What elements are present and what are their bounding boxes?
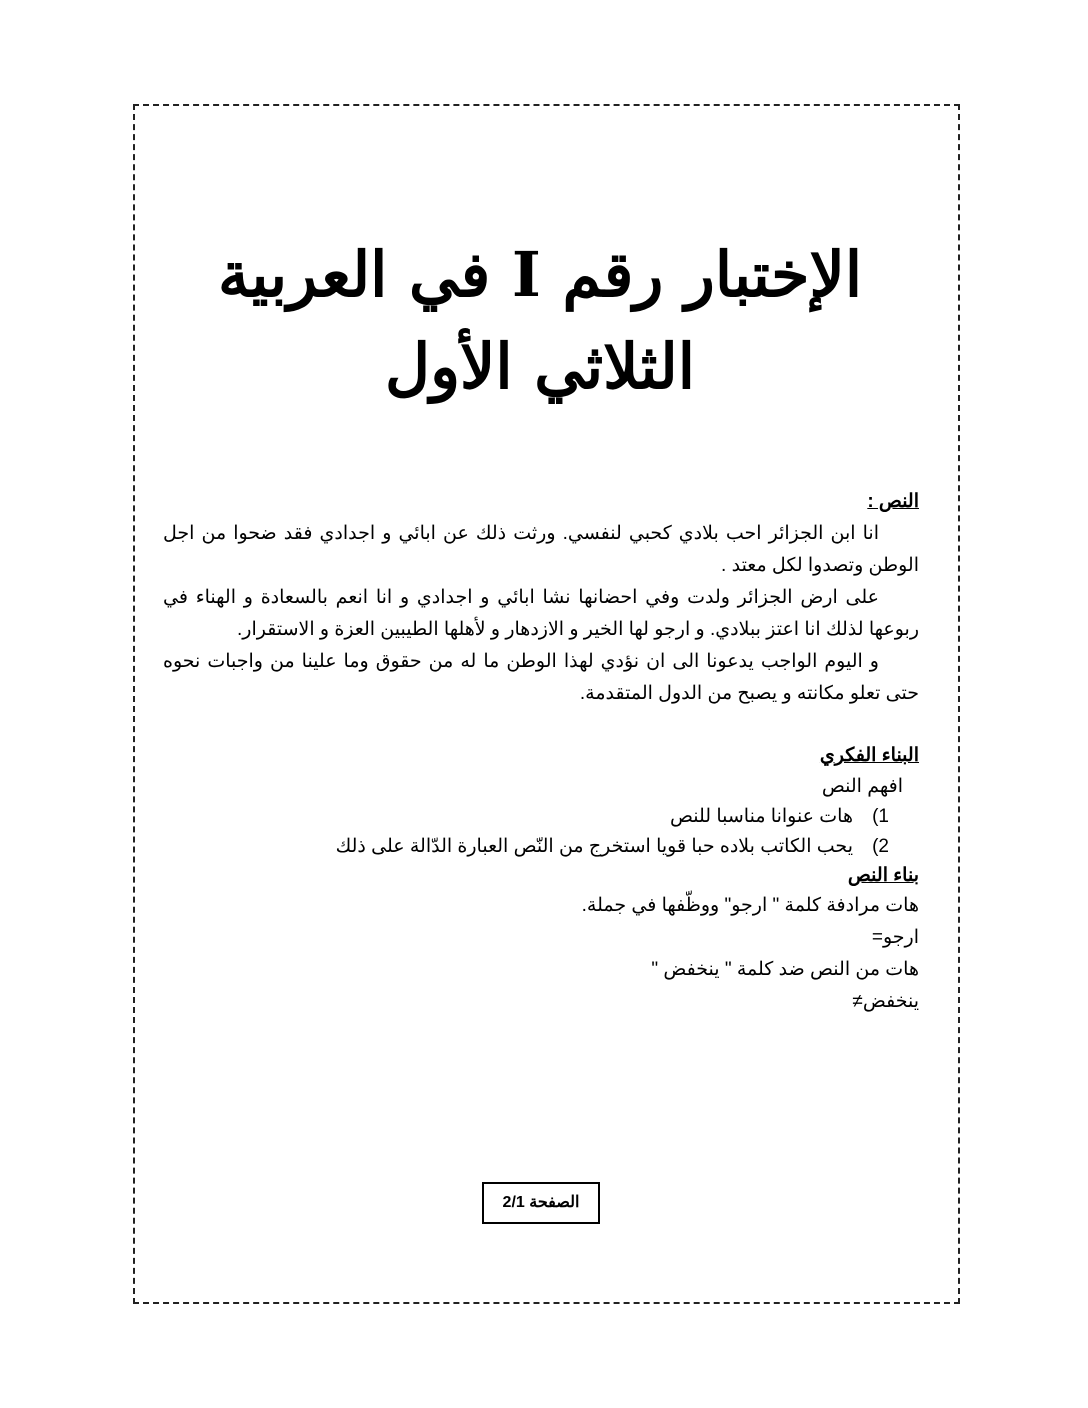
- exam-title: الإختبار رقم I في العربية: [217, 238, 863, 311]
- structure-line: ينخفض≠: [852, 991, 919, 1012]
- structure-heading: بناء النص: [847, 865, 919, 886]
- comprehension-section: [163, 740, 919, 1018]
- comprehension-heading: البناء الفكري: [819, 745, 919, 766]
- question-list: [163, 802, 919, 862]
- exam-term: الثلاثي الأول: [385, 330, 695, 403]
- structure-line: هات من النص ضد كلمة " ينخفض ": [651, 959, 919, 980]
- page-number: الصفحة 2/1: [482, 1182, 600, 1224]
- text-section: [163, 486, 919, 710]
- paragraph-3: و اليوم الواجب يدعونا الى ان نؤدي لهذا الوطن ما له من حقوق وما علينا من واجبات نحوه حتى تعلو مكانته و يصبح من الدول المتقدمة.: [163, 651, 919, 704]
- structure-line: هات مرادفة كلمة " ارجو" ووظّفها في جملة.: [581, 895, 919, 916]
- question-item: 2)يحب الكاتب بلاده حبا قويا استخرج من النّص العبارة الدّالة على ذلك: [335, 836, 889, 857]
- paragraph-2: على ارض الجزائر ولدت وفي احضانها نشا ابائي و اجدادي و انا انعم بالسعادة و الهناء في ربوعها لذلك انا اعتز ببلادي. و ارجو لها الخير و الازدهار و لأهلها الطيبين العزة و الاستقرار.: [163, 587, 919, 640]
- comprehension-subheading: افهم النص: [821, 776, 903, 797]
- structure-line: ارجو=: [871, 927, 919, 948]
- question-item: 1)هات عنوانا مناسبا للنص: [669, 806, 889, 827]
- text-heading: النص :: [867, 491, 919, 512]
- paragraph-1: انا ابن الجزائر احب بلادي كحبي لنفسي. ورثت ذلك عن ابائي و اجدادي فقد ضحوا من اجل الوطن وتصدوا لكل معتد .: [163, 523, 919, 576]
